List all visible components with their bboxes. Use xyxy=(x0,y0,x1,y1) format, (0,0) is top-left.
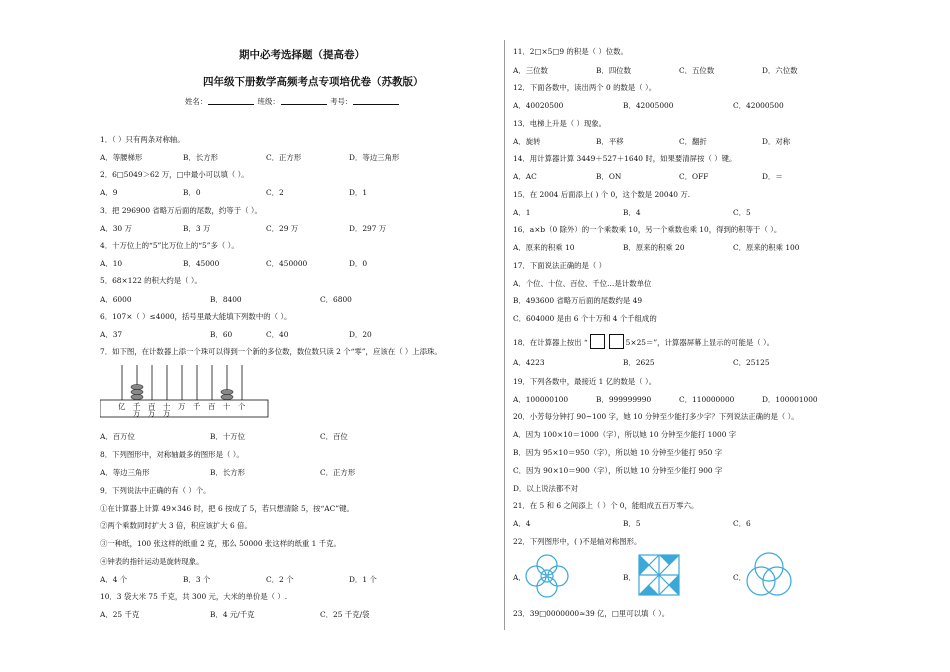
page-title: 期中必考选择题（提高卷） xyxy=(239,49,365,61)
question-13-stem: 13．电梯上升是（ ）现象。 xyxy=(513,119,607,128)
question-17-stem: 17．下面说法正确的是（ ） xyxy=(513,261,607,270)
option[interactable]: C．450000 xyxy=(266,259,308,268)
name-label: 姓名： xyxy=(185,97,208,106)
question-15-stem: 15．在 2004 后面添上( ) 个 0，这个数是 20040 万. xyxy=(513,190,691,199)
question-9-statement: ④钟表的指针运动是旋转现象。 xyxy=(100,557,204,566)
option[interactable]: D．1 xyxy=(349,188,368,197)
option[interactable]: C．百位 xyxy=(320,432,348,441)
place-label: 万 xyxy=(178,402,186,411)
option[interactable]: A．6000 xyxy=(100,295,132,304)
option[interactable]: C．25 千克/袋 xyxy=(320,610,370,619)
option[interactable]: C．2 个 xyxy=(266,575,294,584)
question-16-stem: 16．a×b（0 除外）的一个乘数乘 10，另一个乘数也乘 10，得到的积等于（ ）。 xyxy=(513,225,782,234)
option[interactable]: B．4 元/千克 xyxy=(210,610,255,619)
column-divider xyxy=(504,40,505,630)
option[interactable]: B．42005000 xyxy=(623,101,674,110)
question-2-stem: 2．6□5049＞62 万，□中最小可以填（ ）。 xyxy=(100,170,249,179)
option[interactable]: C．翻折 xyxy=(679,137,707,146)
place-label: 个 xyxy=(238,402,246,411)
place-label: 千 xyxy=(193,402,201,411)
option[interactable]: A．等腰梯形 xyxy=(100,153,143,162)
question-9-statement: ③一种纸，100 张这样的纸重 2 克，那么 50000 张这样的纸重 1 千克。 xyxy=(100,539,341,548)
option[interactable]: B．3 万 xyxy=(183,224,211,233)
question-18-stem-suffix: 5×25＝”，计算器屏幕上显示的可能是（ ）。 xyxy=(625,338,775,347)
question-4-stem: 4．十万位上的“5”比万位上的“5”多（ ）。 xyxy=(100,241,239,250)
option[interactable]: A．等边三角形 xyxy=(100,468,150,477)
place-label: 百万 xyxy=(148,402,156,418)
name-blank[interactable] xyxy=(208,97,254,105)
option[interactable]: B． xyxy=(623,573,636,582)
option[interactable]: B．0 xyxy=(183,188,201,197)
option[interactable]: A．旋转 xyxy=(513,137,541,146)
question-18-stem xyxy=(513,334,774,349)
option[interactable]: A．百万位 xyxy=(100,432,135,441)
question-9-stem: 9．下列说法中正确的有（ ）个。 xyxy=(100,486,211,495)
page-subtitle: 四年级下册数学高频考点专项培优卷（苏教版） xyxy=(203,76,424,88)
option[interactable]: B．999999990 xyxy=(596,395,652,404)
option[interactable]: B．8400 xyxy=(210,295,242,304)
number-label: 考号： xyxy=(330,97,353,106)
option[interactable]: D．1 个 xyxy=(349,575,377,584)
three-circles-figure xyxy=(745,550,793,600)
question-22-stem: 22．下列图形中，( )不是轴对称图形。 xyxy=(513,537,642,546)
option[interactable]: D．100001000 xyxy=(762,395,818,404)
question-21-stem: 21．在 5 和 6 之间添上（ ）个 0，能组成五百万零六。 xyxy=(513,501,699,510)
abacus-figure xyxy=(100,360,270,420)
place-label: 十 xyxy=(223,402,231,411)
option[interactable]: C．五位数 xyxy=(679,66,715,75)
option[interactable]: C．OFF xyxy=(679,172,709,181)
option[interactable]: C．29 万 xyxy=(266,224,299,233)
question-20-stem: 20．小芳每分钟打 90~100 字，她 10 分钟至少能打多少字？下列说法正确的是（ ）。 xyxy=(513,412,799,421)
option[interactable]: A．4 xyxy=(513,519,531,528)
option[interactable]: D．297 万 xyxy=(349,224,387,233)
option[interactable]: C．5 xyxy=(733,208,751,217)
option[interactable]: B．5 xyxy=(623,519,641,528)
option[interactable]: D．20 xyxy=(349,330,372,339)
option[interactable]: C．正方形 xyxy=(266,153,302,162)
abacus-bead xyxy=(221,394,233,399)
place-label: 百 xyxy=(208,402,216,411)
option[interactable]: B．长方形 xyxy=(183,153,218,162)
option[interactable]: A．9 xyxy=(100,188,118,197)
option[interactable]: C．40 xyxy=(266,330,289,339)
option[interactable]: A．因为 100×10＝1000（字），所以她 10 分钟至少能打 1000 字 xyxy=(513,430,737,439)
option[interactable]: B．因为 95×10＝950（字），所以她 10 分钟至少能打 950 字 xyxy=(513,448,723,457)
option[interactable]: A． xyxy=(513,573,526,582)
option[interactable]: B．十万位 xyxy=(210,432,245,441)
option[interactable]: B．4 xyxy=(623,208,641,217)
option[interactable]: D．0 xyxy=(349,259,368,268)
student-info xyxy=(185,97,400,106)
calculator-key-box xyxy=(609,334,624,349)
option[interactable]: C．6800 xyxy=(320,295,352,304)
option[interactable]: A．4 个 xyxy=(100,575,128,584)
option[interactable]: B．ON xyxy=(596,172,622,181)
option[interactable]: B．原来的积乘 20 xyxy=(623,243,685,252)
option[interactable]: C．原来的积乘 100 xyxy=(733,243,800,252)
option[interactable]: A．100000100 xyxy=(513,395,569,404)
option[interactable]: C．2 xyxy=(266,188,284,197)
question-9-statement: ②两个乘数同时扩大 3 倍，积应该扩大 6 倍。 xyxy=(100,521,252,530)
option[interactable]: B．493600 省略万后面的尾数约是 49 xyxy=(513,296,643,305)
option[interactable]: A．AC xyxy=(513,172,537,181)
class-blank[interactable] xyxy=(281,97,327,105)
question-11-stem: 11．2□×5□9 的积是（ ）位数。 xyxy=(513,47,628,56)
option[interactable]: C．604000 是由 6 个十万和 4 个千组成的 xyxy=(513,314,657,323)
abacus-bead xyxy=(131,389,143,394)
question-1-stem: 1．（ ）只有两条对称轴。 xyxy=(100,135,185,144)
option[interactable]: B．45000 xyxy=(183,259,220,268)
option[interactable]: C．110000000 xyxy=(679,395,735,404)
option[interactable]: A．10 xyxy=(100,259,123,268)
option[interactable]: B．平移 xyxy=(596,137,624,146)
calculator-key-box xyxy=(590,334,605,349)
option[interactable]: A．37 xyxy=(100,330,123,339)
option[interactable]: C．正方形 xyxy=(320,468,356,477)
question-3-stem: 3．把 296900 省略万后面的尾数，约等于（ ）。 xyxy=(100,206,262,215)
option[interactable]: A．4223 xyxy=(513,358,545,367)
question-5-stem: 5．68×122 的积大约是（ ）。 xyxy=(100,276,202,285)
option[interactable]: C．25125 xyxy=(733,358,770,367)
option[interactable]: B．四位数 xyxy=(596,66,631,75)
option[interactable]: B．2625 xyxy=(623,358,655,367)
option[interactable]: A．个位、十位、百位、千位…是计数单位 xyxy=(513,279,652,288)
question-12-stem: 12．下面各数中，读出两个 0 的数是（ ）。 xyxy=(513,83,657,92)
option[interactable]: A．三位数 xyxy=(513,66,548,75)
question-14-stem: 14．用计算器计算 3449＋527＋1640 时，如果要清屏按（ ）键。 xyxy=(513,154,737,163)
option[interactable]: A．原来的积乘 10 xyxy=(513,243,575,252)
pinwheel-figure xyxy=(637,553,681,597)
option[interactable]: C．42000500 xyxy=(733,101,784,110)
option[interactable]: A．40020500 xyxy=(513,101,564,110)
option[interactable]: C． xyxy=(733,573,747,582)
option[interactable]: D．＝ xyxy=(762,172,783,181)
place-label: 十万 xyxy=(163,402,171,418)
question-19-stem: 19．下列各数中，最接近 1 亿的数是（ ）。 xyxy=(513,377,657,386)
option[interactable]: D．对称 xyxy=(762,137,791,146)
abacus-bead xyxy=(221,389,233,394)
place-label: 千万 xyxy=(133,402,141,418)
question-8-stem: 8．下列图形中，对称轴最多的图形是（ ）。 xyxy=(100,450,244,459)
option[interactable]: A．25 千克 xyxy=(100,610,140,619)
option[interactable]: B．3 个 xyxy=(183,575,211,584)
number-blank[interactable] xyxy=(353,97,399,105)
option[interactable]: D．等边三角形 xyxy=(349,153,400,162)
flower-figure xyxy=(525,553,569,599)
abacus-labels xyxy=(100,402,268,418)
option[interactable]: D．以上说法都不对 xyxy=(513,484,579,493)
abacus-bead xyxy=(131,384,143,389)
question-10-stem: 10．3 袋大米 75 千克，共 300 元，大米的单价是（ ）. xyxy=(100,592,288,601)
option[interactable]: A．30 万 xyxy=(100,224,132,233)
option[interactable]: B．长方形 xyxy=(210,468,245,477)
question-18-stem-prefix: 18．在计算器上按出 “ xyxy=(513,338,588,347)
abacus-bead xyxy=(131,394,143,399)
option[interactable]: B．60 xyxy=(210,330,233,339)
option[interactable]: C．因为 90×10＝900（字），所以她 10 分钟至少能打 900 字 xyxy=(513,466,723,475)
question-6-stem: 6．107×（ ）≤4000，括号里最大能填下列数中的（ ）。 xyxy=(100,312,292,321)
place-label: 亿 xyxy=(118,402,126,411)
class-label: 班级： xyxy=(257,97,280,106)
option[interactable]: D．六位数 xyxy=(762,66,798,75)
option[interactable]: A．1 xyxy=(513,208,531,217)
question-9-statement: ①在计算器上计算 49×346 时，把 6 按成了 5，若只想清除 5，按“AC”键。 xyxy=(100,504,354,513)
question-23-stem: 23．39□0000000≈39 亿，□里可以填（ ）。 xyxy=(513,609,670,618)
question-7-stem: 7．如下图，在计数器上添一个珠可以得到一个新的多位数，数位数只读 2 个“零”，应该在（ ）上添珠。 xyxy=(100,347,442,356)
option[interactable]: C．6 xyxy=(733,519,751,528)
